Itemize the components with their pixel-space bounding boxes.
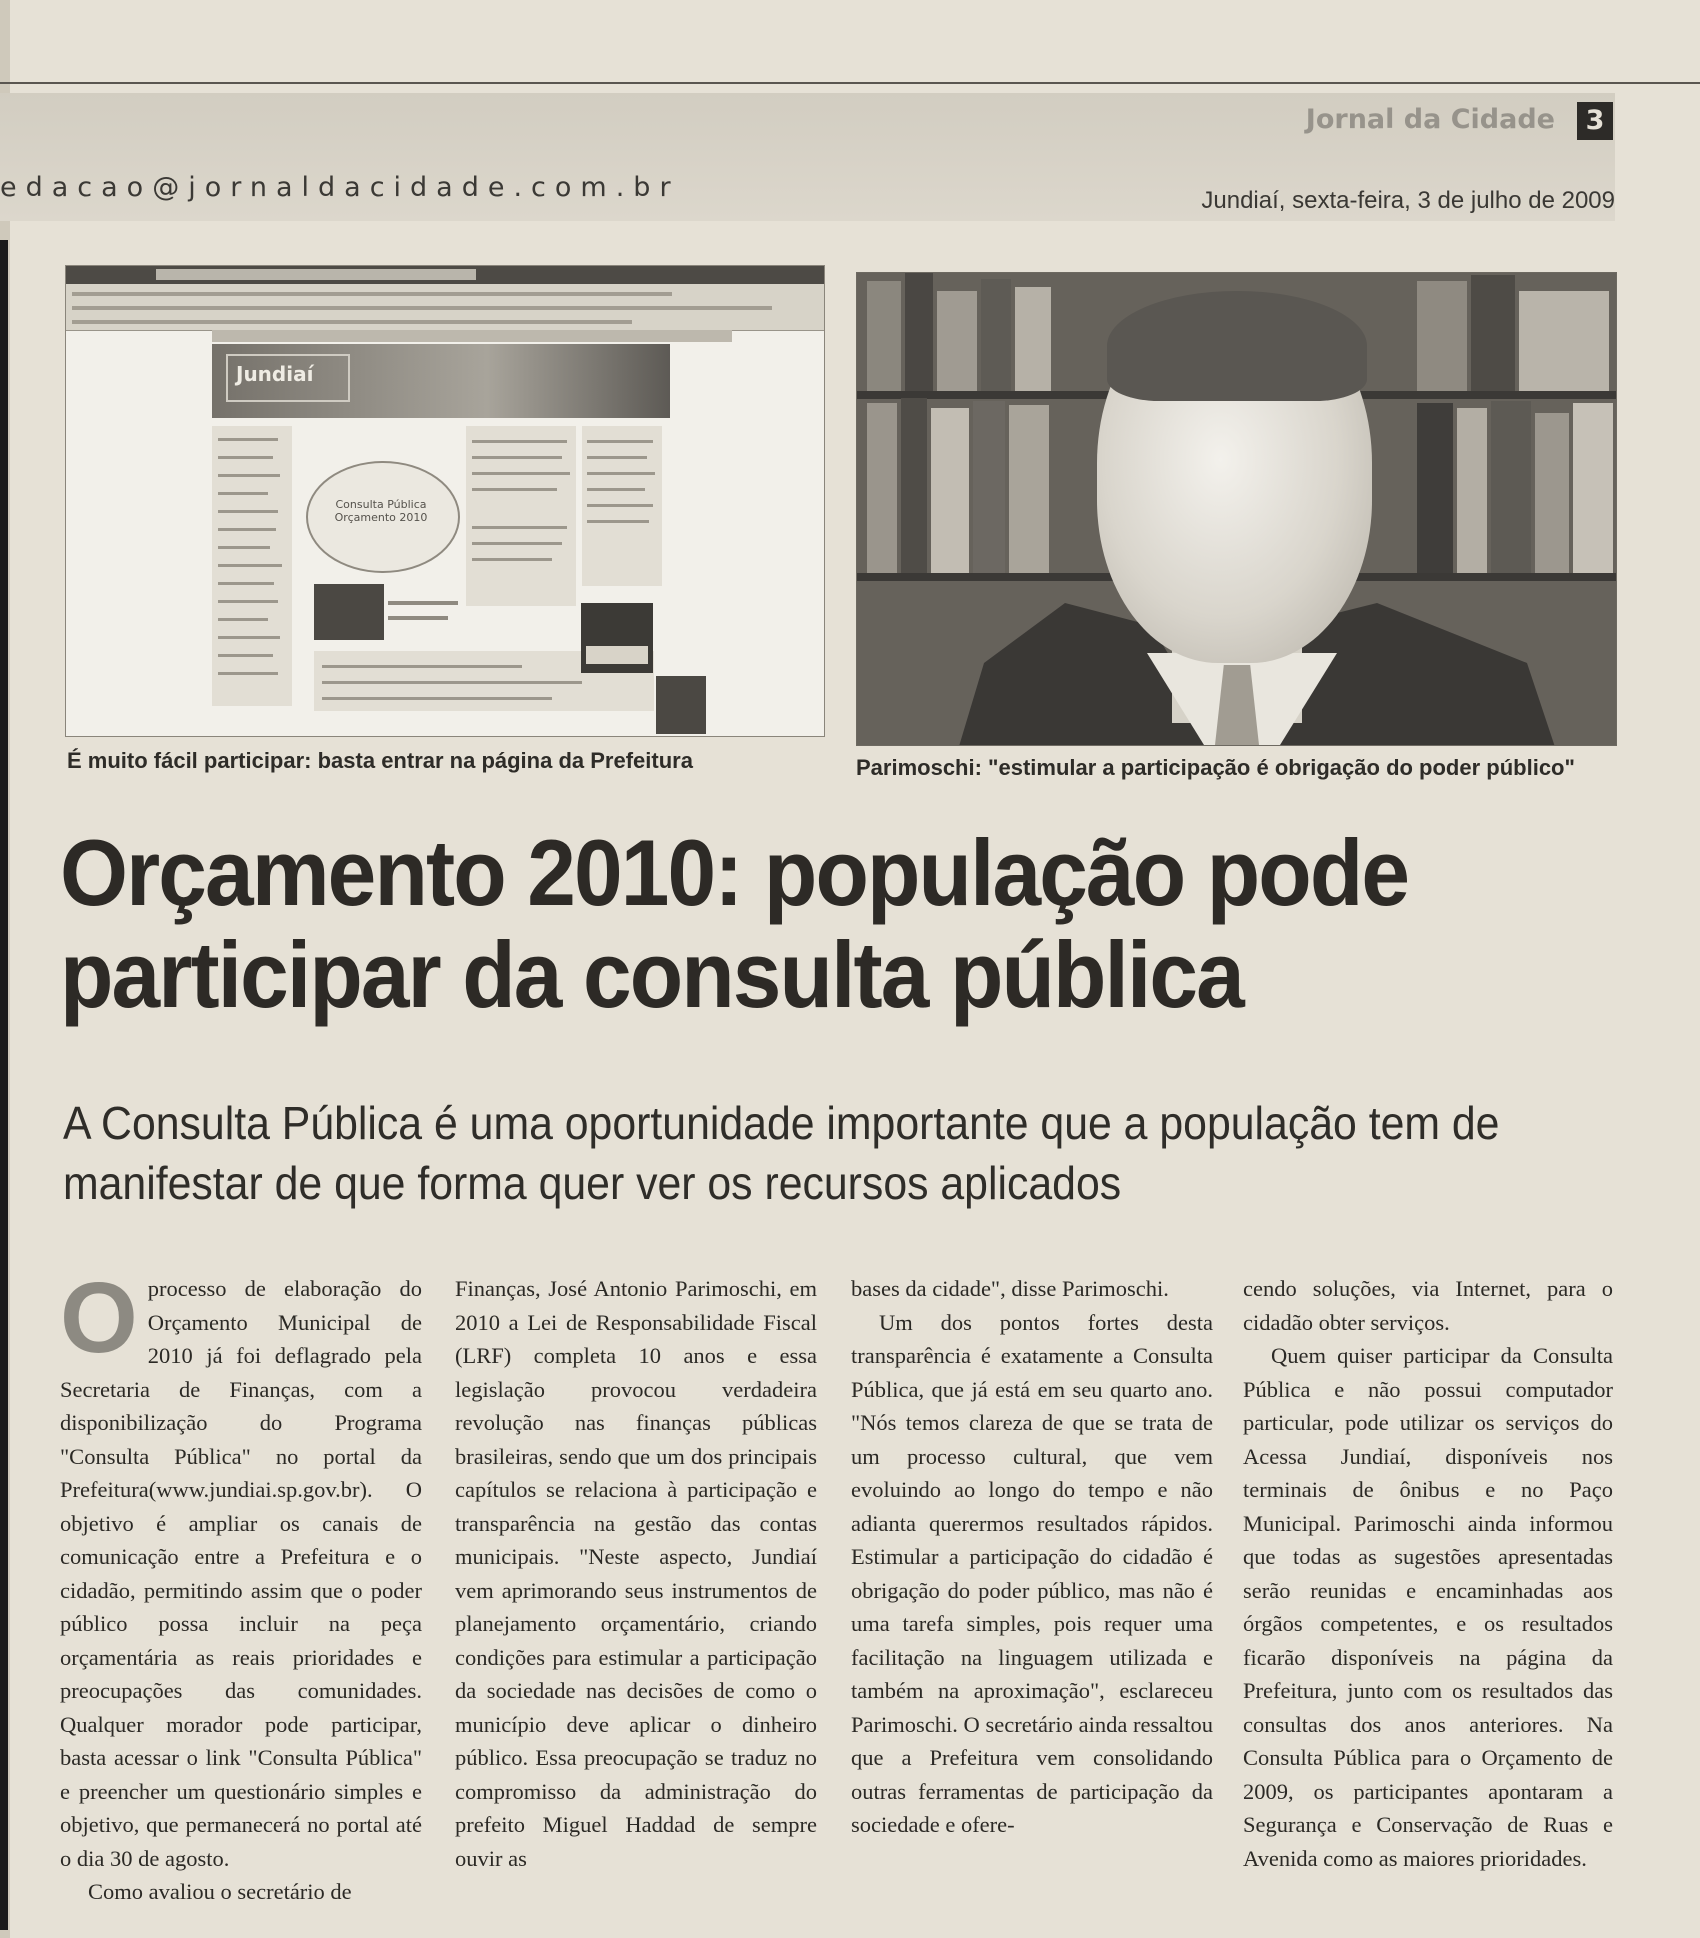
book: [973, 401, 1005, 573]
photo1-caption: É muito fácil participar: basta entrar na página da Prefeitura: [67, 748, 693, 773]
consulta-publica-banner-text: Consulta Pública Orçamento 2010: [334, 498, 428, 524]
page-number: 3: [1577, 102, 1613, 140]
menu-line: [218, 492, 268, 495]
site-logo: Jundiaí: [236, 362, 314, 386]
book: [1417, 281, 1467, 391]
menu-line: [218, 510, 278, 513]
headline: Orçamento 2010: população pode participar da consulta pública: [60, 820, 1409, 1027]
news-line: [472, 542, 562, 545]
news-line: [472, 440, 567, 443]
paragraph: cendo soluções, via Internet, para o cidadão obter serviços.: [1243, 1276, 1613, 1335]
site-right-menu: [582, 426, 662, 586]
book: [1519, 291, 1609, 391]
subheadline: A Consulta Pública é uma oportunidade importante que a população tem de manifestar de que forma quer ver os recursos aplicados: [63, 1097, 1500, 1209]
church-thumbnail: [656, 676, 706, 734]
menu-line: [218, 636, 280, 639]
menu-line: [587, 456, 647, 459]
news-line: [472, 488, 557, 491]
book: [1573, 403, 1613, 573]
book: [905, 272, 933, 391]
section-line: [322, 665, 522, 668]
photo2-caption: Parimoschi: "estimular a participação é obrigação do poder público": [856, 755, 1575, 780]
menu-line: [218, 582, 274, 585]
browser-address-bar: [156, 269, 476, 280]
paragraph: bases da cidade", disse Parimoschi.: [851, 1276, 1169, 1301]
website-screenshot-photo: [65, 265, 825, 737]
site-nav-bar: [212, 330, 732, 342]
news-line: [472, 558, 552, 561]
sidebar-ad-label: [586, 646, 648, 664]
page-fold-shadow: [0, 240, 8, 1930]
toolbar-row: [72, 320, 632, 324]
menu-line: [218, 474, 280, 477]
book: [1471, 275, 1515, 391]
top-rule: [0, 82, 1700, 84]
section-line: [322, 697, 552, 700]
book: [1009, 405, 1049, 573]
news-line: [388, 601, 458, 605]
menu-line: [218, 456, 273, 459]
book: [1535, 413, 1569, 573]
article-column-2: [455, 1272, 817, 1875]
book: [1491, 401, 1531, 573]
paragraph: Um dos pontos fortes desta transparência é exatamente a Consulta Pública, que já está em seu quarto ano. "Nós temos clareza de que se trata de um processo cultural, que vem evoluindo ao longo do tempo e não adianta querermos resultados rápidos. Estimular a participação do cidadão é obrigação do poder público, mas não é uma tarefa simples, pois requer uma facilitação na linguagem utilizada e também na aproximação", esclareceu Parimoschi. O secretário ainda ressaltou que a Prefeitura vem consolidando outras ferramentas de participação da sociedade e ofere-: [851, 1309, 1213, 1837]
paragraph: Finanças, José Antonio Parimoschi, em 2010 a Lei de Responsabilidade Fiscal (LRF) completa 10 anos e essa legislação provocou verdadeira revolução nas finanças públicas brasileiras, sendo que um dos principais capítulos se relaciona à participação e transparência na gestão das contas municipais. "Neste aspecto, Jundiaí vem aprimorando seus instrumentos de planejamento orçamentário, criando condições para estimular a participação da sociedade nas decisões de como o município deve aplicar o dinheiro público. Essa preocupação se traduz no compromisso da administração do prefeito Miguel Haddad de sempre ouvir as: [455, 1276, 817, 1871]
book: [901, 398, 927, 573]
book: [867, 403, 897, 573]
newspaper-name: Jornal da Cidade: [1305, 104, 1555, 135]
menu-line: [587, 440, 653, 443]
toolbar-row: [72, 306, 772, 310]
news-line: [388, 616, 448, 620]
news-line: [472, 472, 570, 475]
news-line: [472, 526, 567, 529]
menu-line: [587, 520, 649, 523]
menu-line: [218, 618, 268, 621]
menu-line: [218, 438, 278, 441]
book: [981, 279, 1011, 391]
article-column-1: [60, 1262, 422, 1909]
portrait-photo: [856, 272, 1617, 746]
news-line: [472, 456, 562, 459]
news-thumbnail: [314, 584, 384, 640]
menu-line: [218, 654, 273, 657]
hair: [1107, 291, 1367, 401]
site-news-column: [466, 426, 576, 606]
book: [1457, 408, 1487, 573]
book: [1015, 287, 1051, 391]
paragraph: Como avaliou o secretário de: [88, 1879, 352, 1904]
toolbar-row: [72, 292, 672, 296]
menu-line: [218, 600, 278, 603]
menu-line: [218, 546, 270, 549]
book: [931, 408, 969, 573]
dateline: Jundiaí, sexta-feira, 3 de julho de 2009: [1201, 187, 1615, 214]
book: [867, 281, 901, 391]
menu-line: [218, 564, 282, 567]
menu-line: [587, 488, 645, 491]
menu-line: [587, 472, 655, 475]
book: [937, 291, 977, 391]
book: [1417, 403, 1453, 573]
menu-line: [587, 504, 653, 507]
article-column-4: [1243, 1272, 1613, 1875]
drop-cap: O: [60, 1262, 138, 1374]
browser-toolbar: [66, 284, 824, 331]
site-left-menu: [212, 426, 292, 706]
newsroom-email: edacao@jornaldacidade.com.br: [0, 172, 680, 203]
paragraph: Quem quiser participar da Consulta Pública e não possui computador particular, pode utilizar os serviços do Acessa Jundiaí, disponíveis nos terminais de ônibus e no Paço Municipal. Parimoschi ainda informou que todas as sugestões apresentadas serão reunidas e encaminhadas aos órgãos competentes, e os resultados ficarão disponíveis na página da Prefeitura, junto com os resultados das consultas dos anos anteriores. Na Consulta Pública para o Orçamento de 2009, os participantes apontaram a Segurança e Conservação de Ruas e Avenida como as maiores prioridades.: [1243, 1343, 1613, 1871]
section-line: [322, 681, 582, 684]
menu-line: [218, 528, 276, 531]
paragraph: [60, 1262, 422, 1875]
menu-line: [218, 672, 278, 675]
paragraph-text: processo de elaboração do Orçamento Municipal de 2010 já foi deflagrado pela Secretaria de Finanças, com a disponibilização do Programa "Consulta Pública" no portal da Prefeitura(www.jundiai.sp.gov.br). O objetivo é ampliar os canais de comunicação entre a Prefeitura e o cidadão, permitindo assim que o poder público possa incluir na peça orçamentária as reais prioridades e preocupações das comunidades. Qualquer morador pode participar, basta acessar o link "Consulta Pública" e preencher um questionário simples e objetivo, que permanecerá no portal até o dia 30 de agosto.: [60, 1276, 422, 1871]
article-column-3: [851, 1272, 1213, 1842]
